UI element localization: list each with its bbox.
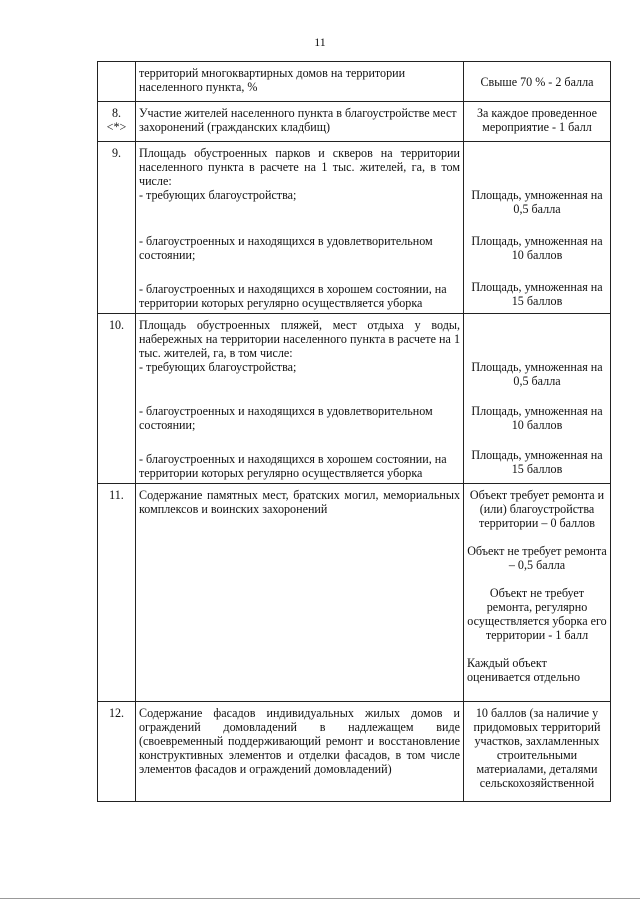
- criterion-subitem: - благоустроенных и находящихся в хорошем состоянии, на территории которых регулярно осуществляется уборка: [139, 452, 447, 480]
- criterion-score: [464, 314, 611, 484]
- criterion-score: Свыше 70 % - 2 балла: [464, 62, 611, 102]
- score-option: Площадь, умноженная на 0,5 балла: [471, 188, 603, 216]
- criterion-subitem: - благоустроенных и находящихся в удовлетворительном состоянии;: [139, 404, 433, 432]
- row-number: [98, 62, 136, 102]
- criterion-description: [136, 142, 464, 314]
- criterion-description: [136, 702, 464, 802]
- score-option: Объект не требует ремонта, регулярно осуществляется уборка его территории - 1 балл: [467, 586, 607, 642]
- criterion-description: территорий многоквартирных домов на территории населенного пункта, %: [136, 62, 464, 102]
- criterion-description: [136, 314, 464, 484]
- criterion-score: [464, 484, 611, 702]
- criterion-description: Участие жителей населенного пункта в благоустройстве мест захоронений (гражданских кладбищ): [136, 102, 464, 142]
- row-number: 12.: [98, 702, 136, 802]
- row-number: 11.: [98, 484, 136, 702]
- criterion-subitem: - благоустроенных и находящихся в хорошем состоянии, на территории которых регулярно осуществляется уборка: [139, 282, 447, 310]
- criterion-title: Площадь обустроенных пляжей, мест отдыха у воды, набережных на территории населенного пункта в расчете на 1 тыс. жителей, га, в том числе:: [139, 318, 460, 360]
- score-option: Площадь, умноженная на 0,5 балла: [471, 360, 603, 388]
- score-option: Площадь, умноженная на 10 баллов: [471, 404, 603, 432]
- criterion-score: [464, 142, 611, 314]
- row-number: [98, 102, 136, 142]
- row-number: 9.: [98, 142, 136, 314]
- row-number-value: 8.: [111, 106, 122, 120]
- criterion-title: Площадь обустроенных парков и скверов на территории населенного пункта в расчете на 1 тыс. жителей, га, в том числе:: [139, 146, 460, 188]
- criteria-table: [97, 61, 611, 802]
- page-bottom-rule: [0, 898, 640, 899]
- score-option: Объект не требует ремонта – 0,5 балла: [467, 544, 607, 572]
- table-row-11: [98, 484, 611, 702]
- criterion-subitem: - требующих благоустройства;: [139, 188, 297, 202]
- criterion-description: [136, 484, 464, 702]
- score-note: Каждый объект оценивается отдельно: [467, 656, 581, 684]
- criterion-title: Содержание фасадов индивидуальных жилых домов и ограждений домовладений в надлежащем виде (своевременный поддерживающий ремонт и восстановление конструктивных элементов и отделки фасадов, в том числе элементов фасадов и ограждений домовладений): [139, 706, 460, 776]
- criterion-score: За каждое проведенное мероприятие - 1 балл: [464, 102, 611, 142]
- table-row-12: [98, 702, 611, 802]
- score-option: Площадь, умноженная на 10 баллов: [471, 234, 603, 262]
- score-option: Объект требует ремонта и (или) благоустройства территории – 0 баллов: [469, 488, 605, 530]
- row-number: 10.: [98, 314, 136, 484]
- criterion-title: Содержание памятных мест, братских могил, мемориальных комплексов и воинских захоронений: [139, 488, 460, 516]
- criterion-subitem: - благоустроенных и находящихся в удовлетворительном состоянии;: [139, 234, 433, 262]
- criterion-score: 10 баллов (за наличие у придомовых территорий участков, захламленных строительными материалами, деталями сельскохозяйственной: [464, 702, 611, 802]
- score-option: Площадь, умноженная на 15 баллов: [471, 280, 603, 308]
- table-row-9: [98, 142, 611, 314]
- criterion-subitem: - требующих благоустройства;: [139, 360, 297, 374]
- table-row-10: [98, 314, 611, 484]
- row-number-footnote: <*>: [106, 120, 127, 134]
- page-number: 11: [314, 35, 326, 49]
- score-option: Площадь, умноженная на 15 баллов: [471, 448, 603, 476]
- table-row-8: [98, 102, 611, 142]
- table-row-continued: [98, 62, 611, 102]
